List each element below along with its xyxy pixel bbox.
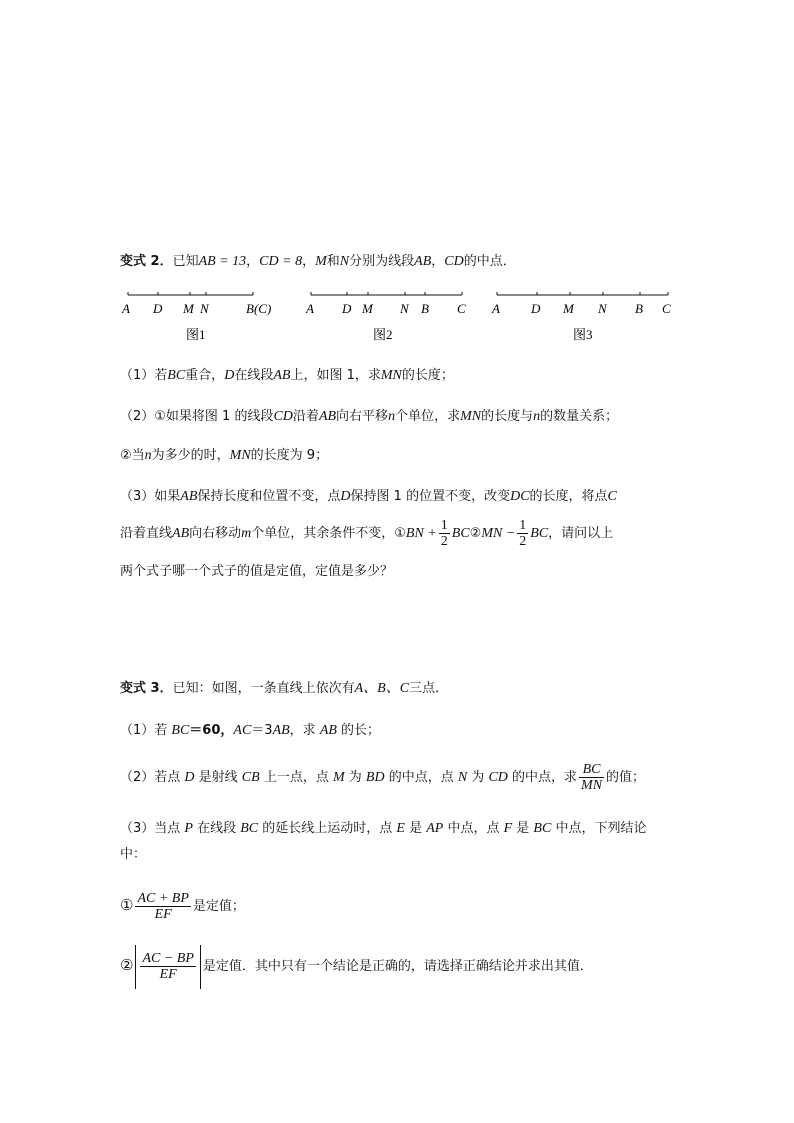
v3-q3-line2: 中：: [120, 847, 147, 862]
v3-q2: （2）若点 D 是射线 CB 上一点，点 M 为 BD 的中点，点 N 为 CD 的中点，求 $\frac{BC}{MN}$ 的值；: [120, 762, 646, 793]
v2-q3-line3: 两个式子哪一个式子的值是定值，定值是多少？: [120, 564, 394, 579]
fig3-label-n: N: [598, 301, 607, 316]
fig3-label-m: M: [563, 301, 574, 316]
fig1-label-a: A: [122, 301, 130, 316]
v3-intro: 变式 3．已知：如图，一条直线上依次有A、B、C三点．: [120, 681, 449, 696]
v2-title: 变式 2．: [120, 254, 173, 269]
v3-q3-line1: （3）当点 P 在线段 BC 的延长线上运动时，点 E 是 AP 中点，点 F 是 BC 中点，下列结论: [120, 821, 647, 836]
figure-3: [491, 292, 671, 342]
figure-1: [121, 292, 271, 342]
expr-1: BN +: [405, 526, 437, 541]
v2-q3-line2: 沿着直线AB向右移动m个单位，其余条件不变，①BN + $\frac{1}{2}$ BC②MN − $\frac{1}{2}$ BC，请问以上: [120, 518, 614, 549]
fig3-caption: 图3: [573, 327, 593, 342]
fig2-label-a: A: [306, 301, 314, 316]
v3-conclusion-1: ① $\frac{AC + BP}{EF}$ 是定值；: [120, 891, 245, 922]
fig2-label-c: C: [457, 301, 466, 316]
v2-q1: （1）若BC重合，D在线段AB上，如图 1，求MN的长度；: [120, 368, 454, 383]
fig2-caption: 图2: [373, 327, 393, 342]
fig1-label-n: N: [200, 301, 209, 316]
fig3-label-c: C: [662, 301, 671, 316]
fig1-label-d: D: [153, 301, 163, 316]
v2-q3-line1: （3）如果AB保持长度和位置不变，点D保持图 1 的位置不变，改变DC的长度，将点C: [120, 489, 617, 504]
fig2-label-m: M: [362, 301, 373, 316]
v2-figures: [0, 285, 794, 345]
fraction-bc-over-mn: $\frac{BC}{MN}$: [581, 762, 603, 793]
v3-conclusion-2: ② $\frac{AC - BP}{EF}$ 是定值．其中只有一个结论是正确的，请选择正确结论并求出其值．: [120, 943, 593, 989]
v2-q2-part2: ②当n为多少的时，MN的长度为 9；: [120, 448, 329, 463]
fraction-half-1: $\frac{1}{2}$: [440, 518, 448, 549]
v3-q1: （1）若 BC＝60，AC＝3AB，求 AB 的长；: [120, 723, 381, 738]
fig2-label-b: B: [421, 301, 429, 316]
fig3-label-d: D: [531, 301, 541, 316]
figure-2: [305, 292, 466, 342]
fig1-label-m: M: [183, 301, 194, 316]
v3-title: 变式 3．: [120, 681, 173, 696]
expr-2: MN −: [481, 526, 516, 541]
fig3-label-b: B: [635, 301, 643, 316]
fig3-label-a: A: [492, 301, 500, 316]
fraction-acbp-over-ef: $\frac{AC + BP}{EF}$: [137, 891, 189, 922]
fig2-label-n: N: [400, 301, 409, 316]
fig2-label-d: D: [342, 301, 352, 316]
fraction-ac-minus-bp-over-ef: $\frac{AC - BP}{EF}$: [142, 950, 194, 982]
fig1-caption: 图1: [186, 327, 206, 342]
fig1-label-bc: B(C): [246, 301, 272, 316]
fraction-half-2: $\frac{1}{2}$: [519, 518, 527, 549]
absolute-value-expr: [135, 945, 200, 989]
v2-intro: 变式 2．已知AB = 13，CD = 8，M和N分别为线段AB，CD的中点．: [120, 254, 516, 269]
v2-q2-part1: （2）①如果将图 1 的线段CD沿着AB向右平移n个单位，求MN的长度与n的数量关系；: [120, 409, 619, 424]
